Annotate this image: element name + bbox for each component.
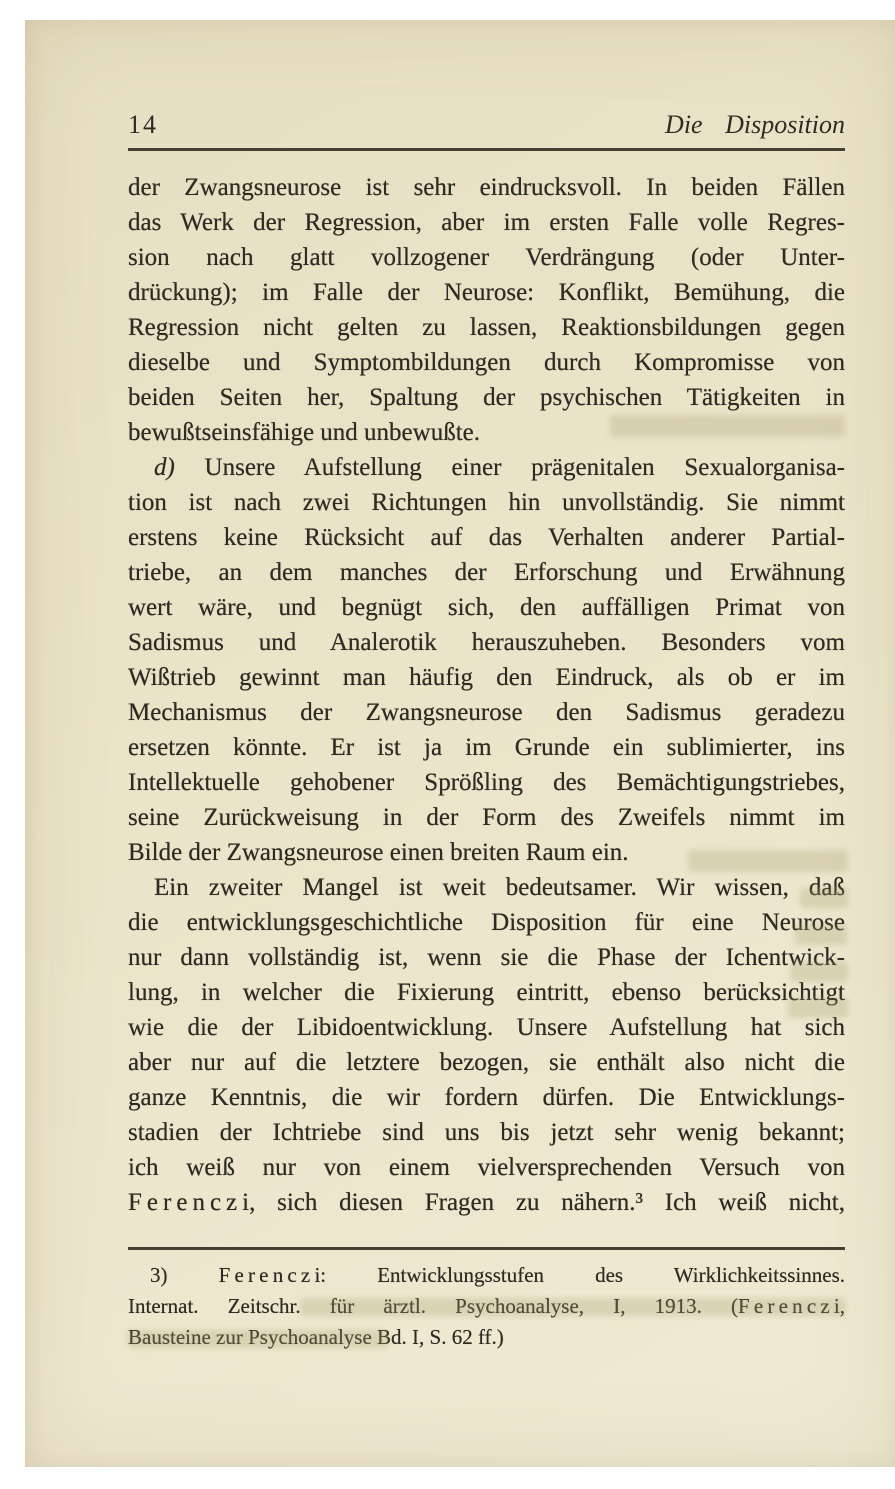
page-header bbox=[128, 104, 845, 140]
text-line: Bilde der Zwangsneurose einen breiten Raum ein. bbox=[128, 839, 629, 866]
text-line: beiden Seiten her, Spaltung der psychischen Tätigkeiten in bbox=[128, 384, 845, 411]
footnote-rule bbox=[128, 1247, 845, 1250]
text-line: sion nach glatt vollzogener Verdrängung (oder Unter- bbox=[128, 244, 845, 271]
italic-lead: d) bbox=[154, 454, 175, 481]
text-line: aber nur auf die letztere bezogen, sie enthält also nicht die bbox=[128, 1049, 845, 1076]
text-line: Sadismus und Analerotik herauszuheben. Besonders vom bbox=[128, 629, 845, 656]
header-rule bbox=[128, 148, 845, 151]
bleed-through-smudge bbox=[610, 415, 845, 437]
text-line: Mechanismus der Zwangsneurose den Sadismus geradezu bbox=[128, 699, 845, 726]
text-line: Wißtrieb gewinnt man häufig den Eindruck, als ob er im bbox=[128, 664, 845, 691]
text-line: erstens keine Rücksicht auf das Verhalten anderer Partial- bbox=[128, 524, 845, 551]
bleed-through-smudge bbox=[688, 850, 848, 872]
bleed-through-smudge bbox=[788, 998, 848, 1018]
text-line: die entwicklungsgeschichtliche Disposition für eine Neurose bbox=[128, 909, 845, 936]
text-line: Intellektuelle gehobener Sprößling des Bemächtigungstriebes, bbox=[128, 769, 845, 796]
footnote-line: 3) F e r e n c z i: Entwicklungsstufen des Wirklichkeitssinnes. bbox=[150, 1263, 845, 1287]
text-line: nur dann vollständig ist, wenn sie die Phase der Ichentwick- bbox=[128, 944, 845, 971]
text-line: triebe, an dem manches der Erforschung und Erwähnung bbox=[128, 559, 845, 586]
page-number: 14 bbox=[128, 110, 158, 139]
paragraph bbox=[128, 170, 845, 450]
running-title: Die Disposition bbox=[665, 110, 845, 139]
footnote-line: Bausteine zur Psychoanalyse Bd. I, S. 62 ff.) bbox=[128, 1325, 504, 1349]
paper-sheet bbox=[25, 20, 895, 1467]
text-line: ganze Kenntnis, die wir fordern dürfen. Die Entwicklungs- bbox=[128, 1084, 845, 1111]
text-line: F e r e n c z i, sich diesen Fragen zu nähern.³ Ich weiß nicht, bbox=[128, 1189, 845, 1216]
body-text bbox=[128, 170, 845, 1220]
bleed-through-smudge bbox=[790, 962, 848, 982]
bleed-through-smudge bbox=[128, 1330, 388, 1348]
bleed-through-smudge bbox=[800, 888, 848, 908]
paragraph bbox=[128, 450, 845, 870]
text-line: drückung); im Falle der Neurose: Konflikt, Bemühung, die bbox=[128, 279, 845, 306]
text-line: ersetzen könnte. Er ist ja im Grunde ein sublimierter, ins bbox=[128, 734, 845, 761]
text-line: ich weiß nur von einem vielversprechenden Versuch von bbox=[128, 1154, 845, 1181]
text-line: der Zwangsneurose ist sehr eindrucksvoll. In beiden Fällen bbox=[128, 174, 845, 201]
bleed-through-smudge bbox=[300, 1298, 845, 1316]
text-line: wert wäre, und begnügt sich, den auffälligen Primat von bbox=[128, 594, 845, 621]
text-line: Ein zweiter Mangel ist weit bedeutsamer. Wir wissen, daß bbox=[154, 874, 845, 901]
text-line: das Werk der Regression, aber im ersten Falle volle Regres- bbox=[128, 209, 845, 236]
text-line: d) Unsere Aufstellung einer prägenitalen Sexualorganisa- bbox=[154, 454, 845, 481]
text-line: bewußtseinsfähige und unbewußte. bbox=[128, 419, 481, 446]
text-line: lung, in welcher die Fixierung eintritt, ebenso berücksichtigt bbox=[128, 979, 845, 1006]
bleed-through-smudge bbox=[795, 925, 847, 945]
text-line: wie die der Libidoentwicklung. Unsere Aufstellung hat sich bbox=[128, 1014, 845, 1041]
text-line: Regression nicht gelten zu lassen, Reaktionsbildungen gegen bbox=[128, 314, 845, 341]
paragraph bbox=[128, 870, 845, 1220]
text-line: stadien der Ichtriebe sind uns bis jetzt sehr wenig bekannt; bbox=[128, 1119, 845, 1146]
text-line: tion ist nach zwei Richtungen hin unvollständig. Sie nimmt bbox=[128, 489, 845, 516]
footnote-line: Internat. Zeitschr. für ärztl. Psychoanalyse, I, 1913. (F e r e n c z i, bbox=[128, 1294, 845, 1318]
text-line: dieselbe und Symptombildungen durch Kompromisse von bbox=[128, 349, 845, 376]
text-line: seine Zurückweisung in der Form des Zweifels nimmt im bbox=[128, 804, 845, 831]
